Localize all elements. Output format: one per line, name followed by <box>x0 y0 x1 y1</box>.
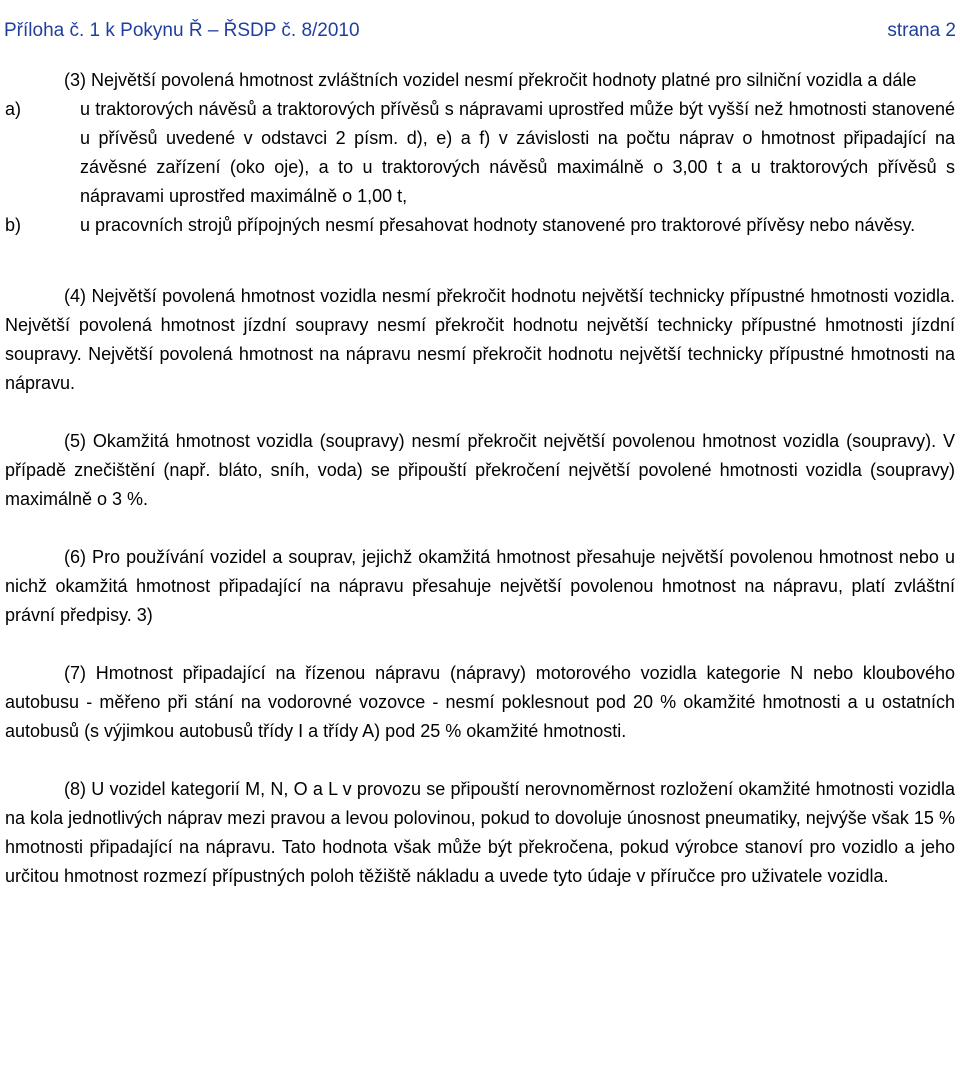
spacer <box>5 630 955 659</box>
section-5: (5) Okamžitá hmotnost vozidla (soupravy) nesmí překročit největší povolenou hmotnost vozidla (soupravy). V případě znečištění (např. bláto, sníh, voda) se připouští překročení největší povolené hmotnosti vozidla (soupravy) maximálně o 3 %. <box>5 431 955 509</box>
spacer <box>5 398 955 427</box>
document-body <box>5 66 955 891</box>
section-6: (6) Pro používání vozidel a souprav, jejichž okamžitá hmotnost přesahuje největší povolenou hmotnost nebo u nichž okamžitá hmotnost připadající na nápravu přesahuje největší povolenou hmotnost na nápravu, platí zvláštní právní předpisy. 3) <box>5 547 955 625</box>
section-8: (8) U vozidel kategorií M, N, O a L v provozu se připouští nerovnoměrnost rozložení okamžité hmotnosti vozidla na kola jednotlivých náprav mezi pravou a levou polovinou, pokud to dovoluje únosnost pneumatiky, nejvýše však 15 % hmotnosti připadající na nápravu. Tato hodnota však může být překročena, pokud výrobce stanoví pro vozidlo a jeho určitou hmotnost rozmezí přípustných poloh těžiště nákladu a uvede tyto údaje v příručce pro uživatele vozidla. <box>5 779 955 886</box>
section-3 <box>5 66 955 240</box>
list-item-label: a) <box>5 99 22 119</box>
section-7: (7) Hmotnost připadající na řízenou nápravu (nápravy) motorového vozidla kategorie N nebo kloubového autobusu - měřeno při stání na vodorovné vozovce - nesmí poklesnout pod 20 % okamžité hmotnosti a u ostatních autobusů (s výjimkou autobusů třídy I a třídy A) pod 25 % okamžité hmotnosti. <box>5 663 955 741</box>
spacer <box>5 746 955 775</box>
section-3-item-a <box>5 95 955 211</box>
header-document-reference: Příloha č. 1 k Pokynu Ř – ŘSDP č. 8/2010 <box>4 20 360 41</box>
section-3-text: (3) Největší povolená hmotnost zvláštních vozidel nesmí překročit hodnoty platné pro silniční vozidla a dále <box>64 70 917 90</box>
section-4: (4) Největší povolená hmotnost vozidla nesmí překročit hodnotu největší technicky přípustné hmotnosti vozidla. Největší povolená hmotnost jízdní soupravy nesmí překročit hodnotu největší technicky přípustné hmotnosti jízdní soupravy. Největší povolená hmotnost na nápravu nesmí překročit hodnotu největší technicky přípustné hmotnosti na nápravu. <box>5 286 955 393</box>
page-header <box>0 2 960 42</box>
list-item-text: u traktorových návěsů a traktorových přívěsů s nápravami uprostřed může být vyšší než hmotnosti stanovené u přívěsů uvedené v odstavci 2 písm. d), e) a f) v závislosti na počtu náprav o hmotnost připadající na závěsné zařízení (oko oje), a to u traktorových návěsů maximálně o 3,00 t a u traktorových přívěsů s nápravami uprostřed maximálně o 1,00 t, <box>80 99 955 206</box>
list-item-text: u pracovních strojů přípojných nesmí přesahovat hodnoty stanovené pro traktorové přívěsy nebo návěsy. <box>80 215 916 235</box>
header-page-number: strana 2 <box>887 20 956 41</box>
spacer <box>5 514 955 543</box>
list-item-label: b) <box>5 215 22 235</box>
section-3-item-b <box>5 211 955 240</box>
spacer <box>5 240 955 282</box>
